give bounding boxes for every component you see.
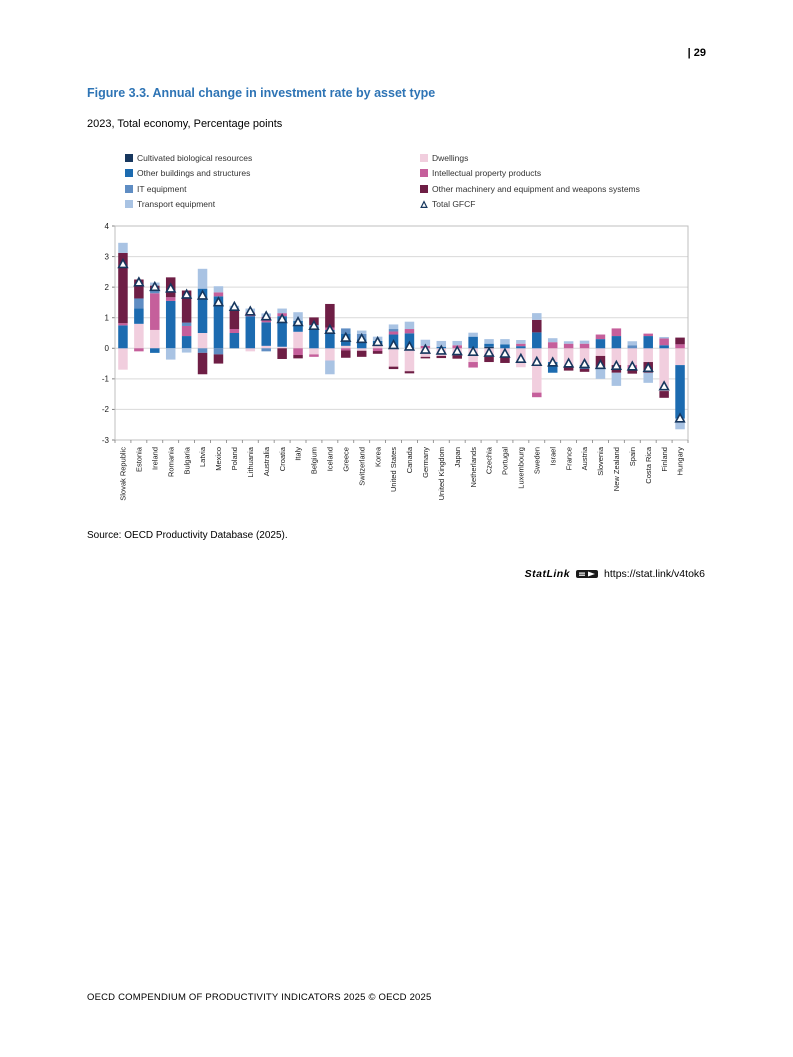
bar-segment-dwellings-35 <box>675 348 685 365</box>
x-axis-label-27: Israel <box>548 447 558 466</box>
bar-segment-buildings-1 <box>134 309 144 324</box>
total-gfcf-marker-icon <box>420 200 428 208</box>
x-axis-label-30: Slovenia <box>596 447 606 476</box>
x-axis-label-11: Italy <box>293 447 303 461</box>
bar-segment-ipp-4 <box>182 326 192 336</box>
x-axis-label-21: Japan <box>452 447 462 468</box>
bar-segment-machinery-5 <box>198 353 208 374</box>
x-axis-label-22: Netherlands <box>468 447 478 488</box>
bar-segment-machinery-16 <box>373 351 383 354</box>
bar-segment-buildings-30 <box>596 339 606 348</box>
bar-segment-transport-21 <box>452 341 462 345</box>
bar-segment-ipp-27 <box>548 342 558 348</box>
x-axis-label-4: Bulgaria <box>182 447 192 475</box>
bar-segment-ipp-12 <box>309 354 319 356</box>
legend-swatch-buildings <box>125 169 133 177</box>
bar-segment-ipp-11 <box>293 348 303 355</box>
bar-segment-dwellings-1 <box>134 324 144 348</box>
figure-title: Figure 3.3. Annual change in investment rate by asset type <box>87 86 436 100</box>
bar-segment-buildings-9 <box>261 322 271 346</box>
bar-segment-transport-33 <box>643 373 653 383</box>
x-axis-label-33: Costa Rica <box>643 447 653 484</box>
legend-label-total: Total GFCF <box>432 199 476 210</box>
x-axis-label-20: United Kingdom <box>436 447 446 501</box>
bar-segment-machinery-21 <box>452 355 462 358</box>
y-axis-label-0: 0 <box>104 344 109 354</box>
statlink-url[interactable]: https://stat.link/v4tok6 <box>604 568 705 580</box>
bar-segment-it-6 <box>214 348 224 354</box>
x-axis-label-5: Latvia <box>198 447 208 468</box>
bar-segment-transport-23 <box>484 339 494 344</box>
x-axis-label-24: Portugal <box>500 447 510 475</box>
legend-label-it: IT equipment <box>137 183 187 194</box>
bar-segment-it-17 <box>389 329 399 331</box>
bar-segment-transport-22 <box>468 333 478 337</box>
x-axis-label-8: Lithuania <box>245 447 255 478</box>
bar-segment-ipp-33 <box>643 334 653 336</box>
chart-legend <box>125 150 690 212</box>
bar-segment-ipp-3 <box>166 297 176 301</box>
bar-segment-dwellings-33 <box>643 348 653 362</box>
bar-segment-machinery-11 <box>293 355 303 358</box>
legend-item-ipp <box>420 166 640 182</box>
x-axis-label-28: France <box>564 447 574 471</box>
bar-segment-buildings-25 <box>516 346 526 348</box>
bar-segment-transport-6 <box>214 286 224 292</box>
bar-segment-machinery-7 <box>230 309 240 329</box>
bar-segment-it-32 <box>628 345 638 348</box>
bar-segment-buildings-34 <box>659 345 669 348</box>
x-axis-label-17: United States <box>389 447 399 493</box>
bar-segment-ipp-28 <box>564 344 574 349</box>
x-axis-label-2: Ireland <box>150 447 160 470</box>
bar-segment-dwellings-9 <box>261 346 271 348</box>
bar-segment-it-1 <box>134 298 144 308</box>
bar-segment-buildings-3 <box>166 301 176 348</box>
bar-segment-transport-29 <box>580 341 590 344</box>
bar-segment-machinery-18 <box>405 371 415 373</box>
x-axis-label-32: Spain <box>627 447 637 467</box>
legend-swatch-cultivated <box>125 154 133 162</box>
bar-segment-buildings-4 <box>182 336 192 348</box>
legend-swatch-ipp <box>420 169 428 177</box>
legend-label-buildings: Other buildings and structures <box>137 168 251 179</box>
page-number: | 29 <box>687 47 706 59</box>
x-axis-label-18: Canada <box>405 447 415 474</box>
total-gfcf-marker-1 <box>135 278 144 286</box>
statlink-icon <box>576 569 598 579</box>
bar-segment-transport-10 <box>277 309 287 314</box>
bar-segment-buildings-23 <box>484 344 494 347</box>
bar-segment-dwellings-5 <box>198 333 208 348</box>
investment-rate-chart <box>87 222 702 522</box>
legend-label-machinery: Other machinery and equipment and weapons systems <box>432 183 640 194</box>
chart-svg <box>87 222 702 522</box>
x-axis-label-9: Australia <box>261 447 271 477</box>
bar-segment-transport-27 <box>548 338 558 342</box>
bar-segment-transport-18 <box>405 322 415 329</box>
y-axis-label--2: -2 <box>101 405 109 415</box>
bar-segment-buildings-0 <box>118 325 128 348</box>
bar-segment-transport-0 <box>118 243 128 253</box>
legend-label-cultivated: Cultivated biological resources <box>137 152 253 163</box>
bar-segment-dwellings-10 <box>277 347 287 349</box>
bar-segment-ipp-7 <box>230 329 240 333</box>
bar-segment-buildings-26 <box>532 332 542 348</box>
bar-segment-machinery-23 <box>484 357 494 362</box>
bar-segment-dwellings-18 <box>405 348 415 371</box>
legend-swatch-it <box>125 185 133 193</box>
x-axis-label-34: Finland <box>659 447 669 472</box>
x-axis-label-1: Estonia <box>134 447 144 473</box>
total-gfcf-marker-8 <box>246 307 255 315</box>
statlink-label: StatLink <box>524 568 571 580</box>
legend-swatch-machinery <box>420 185 428 193</box>
legend-item-total <box>420 197 640 213</box>
legend-item-cultivated <box>125 150 420 166</box>
bar-segment-ipp-30 <box>596 335 606 340</box>
total-gfcf-marker-7 <box>230 302 239 310</box>
legend-item-buildings <box>125 166 420 182</box>
bar-segment-transport-30 <box>596 368 606 379</box>
x-axis-label-19: Germany <box>421 447 431 478</box>
x-axis-label-31: New Zealand <box>612 447 622 492</box>
bar-segment-dwellings-14 <box>341 346 351 348</box>
bar-segment-machinery-20 <box>437 356 447 358</box>
y-axis-label--3: -3 <box>101 435 109 445</box>
legend-column <box>420 150 640 212</box>
bar-segment-transport-5 <box>198 269 208 289</box>
x-axis-label-25: Luxembourg <box>516 447 526 489</box>
bar-segment-dwellings-13 <box>325 348 335 360</box>
bar-segment-machinery-35 <box>675 338 685 345</box>
legend-label-ipp: Intellectual property products <box>432 168 542 179</box>
bar-segment-machinery-15 <box>357 351 367 357</box>
legend-swatch-transport <box>125 200 133 208</box>
bar-segment-ipp-22 <box>468 362 478 368</box>
y-axis-label-2: 2 <box>104 282 109 292</box>
bar-segment-dwellings-30 <box>596 348 606 356</box>
bar-segment-ipp-29 <box>580 344 590 349</box>
bar-segment-buildings-2 <box>150 348 160 353</box>
bar-segment-ipp-16 <box>373 348 383 351</box>
bar-segment-ipp-6 <box>214 292 224 296</box>
statlink-row <box>525 568 705 580</box>
bar-segment-ipp-18 <box>405 329 415 333</box>
bar-segment-machinery-10 <box>277 348 287 359</box>
bar-segment-ipp-0 <box>118 323 128 325</box>
bar-segment-transport-25 <box>516 340 526 344</box>
bar-segment-transport-28 <box>564 341 574 343</box>
bar-segment-transport-32 <box>628 341 638 345</box>
bar-segment-dwellings-26 <box>532 348 542 392</box>
bar-segment-it-4 <box>182 323 192 326</box>
bar-segment-machinery-26 <box>532 320 542 333</box>
bar-segment-machinery-17 <box>389 367 399 369</box>
y-axis-label-1: 1 <box>104 313 109 323</box>
page-footer: OECD COMPENDIUM OF PRODUCTIVITY INDICATORS 2025 © OECD 2025 <box>87 992 432 1003</box>
bar-segment-machinery-19 <box>421 357 431 359</box>
legend-label-transport: Transport equipment <box>137 199 216 210</box>
y-axis-label-3: 3 <box>104 252 109 262</box>
bar-segment-transport-24 <box>500 339 510 344</box>
bar-segment-ipp-35 <box>675 344 685 348</box>
bar-segment-dwellings-12 <box>309 348 319 354</box>
total-gfcf-marker-9 <box>262 312 271 320</box>
bar-segment-ipp-25 <box>516 344 526 346</box>
x-axis-label-12: Belgium <box>309 447 319 475</box>
x-axis-label-15: Switzerland <box>357 447 367 486</box>
bar-segment-dwellings-8 <box>246 348 256 351</box>
bar-segment-buildings-33 <box>643 336 653 348</box>
legend-swatch-dwellings <box>420 154 428 162</box>
x-axis-label-16: Korea <box>373 447 383 468</box>
bar-segment-dwellings-16 <box>373 346 383 348</box>
bar-segment-ipp-2 <box>150 293 160 330</box>
bar-segment-it-9 <box>261 348 271 351</box>
x-axis-label-0: Slovak Republic <box>118 447 128 501</box>
legend-item-transport <box>125 197 420 213</box>
bar-segment-buildings-31 <box>612 336 622 348</box>
legend-item-dwellings <box>420 150 640 166</box>
bar-segment-buildings-8 <box>246 316 256 348</box>
bar-segment-machinery-6 <box>214 354 224 363</box>
bar-segment-ipp-31 <box>612 328 622 336</box>
legend-item-it <box>125 181 420 197</box>
x-axis-label-13: Iceland <box>325 447 335 472</box>
bar-segment-transport-3 <box>166 348 176 359</box>
bar-segment-buildings-35 <box>675 365 685 419</box>
y-axis-label-4: 4 <box>104 222 109 231</box>
x-axis-label-14: Greece <box>341 447 351 472</box>
bar-segment-ipp-14 <box>341 348 351 350</box>
bar-segment-it-5 <box>198 348 208 353</box>
bar-segment-dwellings-15 <box>357 348 367 350</box>
bar-segment-transport-26 <box>532 313 542 320</box>
x-axis-label-7: Poland <box>230 447 240 471</box>
bar-segment-dwellings-11 <box>293 332 303 349</box>
legend-column <box>125 150 420 212</box>
x-axis-label-23: Czechia <box>484 447 494 475</box>
bar-segment-transport-13 <box>325 361 335 375</box>
bar-segment-ipp-17 <box>389 331 399 334</box>
legend-label-dwellings: Dwellings <box>432 152 469 163</box>
figure-subtitle: 2023, Total economy, Percentage points <box>87 118 283 130</box>
bar-segment-transport-31 <box>612 373 622 386</box>
bar-segment-ipp-26 <box>532 393 542 398</box>
bar-segment-dwellings-0 <box>118 348 128 369</box>
bar-segment-machinery-34 <box>659 391 669 398</box>
x-axis-label-35: Hungary <box>675 447 685 476</box>
bar-segment-dwellings-17 <box>389 348 399 366</box>
bar-segment-transport-17 <box>389 324 399 329</box>
bar-segment-transport-4 <box>182 348 192 352</box>
bar-segment-ipp-1 <box>134 348 144 351</box>
bar-segment-machinery-14 <box>341 350 351 357</box>
x-axis-label-3: Romania <box>166 447 176 478</box>
bar-segment-buildings-12 <box>309 327 319 348</box>
bar-segment-transport-34 <box>659 337 669 339</box>
bar-segment-ipp-34 <box>659 339 669 346</box>
bar-segment-machinery-29 <box>580 369 590 372</box>
source-note: Source: OECD Productivity Database (2025). <box>87 530 288 541</box>
x-axis-label-26: Sweden <box>532 447 542 475</box>
x-axis-label-10: Croatia <box>277 447 287 472</box>
x-axis-label-6: Mexico <box>214 447 224 471</box>
legend-item-machinery <box>420 181 640 197</box>
bar-segment-it-2 <box>150 291 160 293</box>
x-axis-label-29: Austria <box>580 447 590 471</box>
bar-segment-buildings-7 <box>230 333 240 348</box>
bar-segment-dwellings-2 <box>150 330 160 348</box>
y-axis-label--1: -1 <box>101 374 109 384</box>
